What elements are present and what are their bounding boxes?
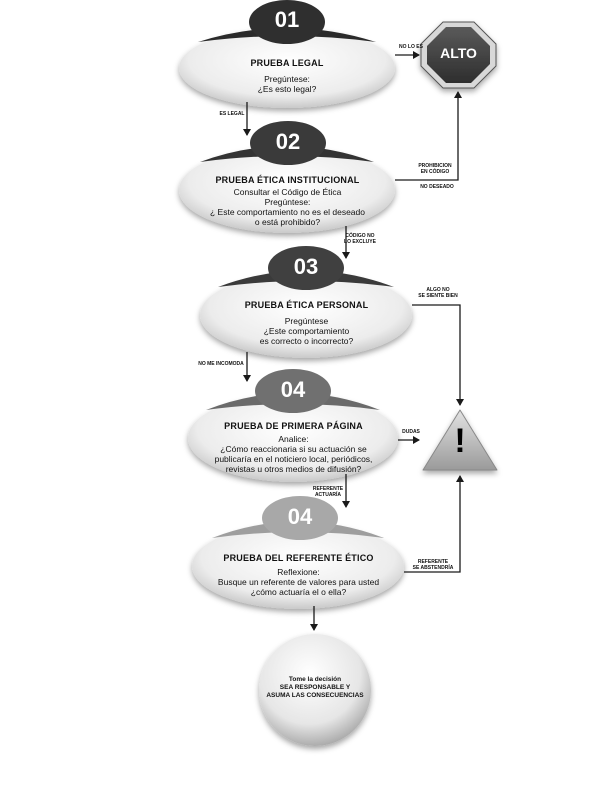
step-1-body: Pregúntese: ¿Es esto legal? [257, 74, 317, 94]
label-no-me-incomoda: NO ME INCOMODA [198, 361, 244, 367]
step-3-number: 03 [293, 254, 319, 279]
label-no-deseado: NO DESEADO [420, 184, 454, 190]
step-3-title: PRUEBA ÉTICA PERSONAL [244, 300, 369, 310]
stop-sign-label: ALTO [440, 45, 477, 61]
label-prohibicion: PROHIBICION EN CÓDIGO [418, 163, 452, 175]
label-es-legal: ES LEGAL [219, 111, 245, 117]
final-decision-text: Tome la decisión SEA RESPONSABLE Y ASUMA LAS CONSECUENCIAS [266, 676, 364, 699]
label-no-lo-es: NO LO ES [399, 44, 423, 50]
step-5-number: 04 [287, 504, 313, 529]
step-5-title: PRUEBA DEL REFERENTE ÉTICO [223, 553, 374, 563]
step-3-body: Pregúntese ¿Este comportamiento es correcto o incorrecto? [259, 316, 354, 346]
step-4-body: Analice: ¿Cómo reaccionaria si su actuación se publicaría en el noticiero local, periódicos, revistas u otros medios de difusión? [214, 434, 373, 474]
step-2-title: PRUEBA ÉTICA INSTITUCIONAL [215, 175, 360, 185]
label-referente-actuaria: REFERENTE ACTUARÍA [312, 486, 344, 498]
step-5-body: Reflexione: Busque un referente de valores para usted ¿cómo actuaría el o ella? [217, 567, 380, 597]
step-4-title: PRUEBA DE PRIMERA PÁGINA [224, 421, 363, 431]
step-2-number: 02 [275, 129, 301, 154]
warning-icon: ! [454, 422, 466, 460]
arrow-algo-no [412, 305, 460, 405]
step-2-body: Consultar el Código de Ética Pregúntese: ¿ Este comportamiento no es el deseado o está prohibido? [210, 187, 365, 227]
step-1-title: PRUEBA LEGAL [250, 58, 324, 68]
label-codigo-no: CÓDIGO NO LO EXCLUYE [344, 233, 376, 245]
label-dudas: DUDAS [402, 429, 420, 435]
step-4-number: 04 [280, 377, 306, 402]
label-referente-abstendria: REFERENTE SE ABSTENDRÍA [412, 559, 454, 571]
label-algo-no: ALGO NO SE SIENTE BIEN [418, 287, 458, 299]
step-1-number: 01 [274, 7, 300, 32]
arrow-referente-abstendria [404, 476, 460, 572]
